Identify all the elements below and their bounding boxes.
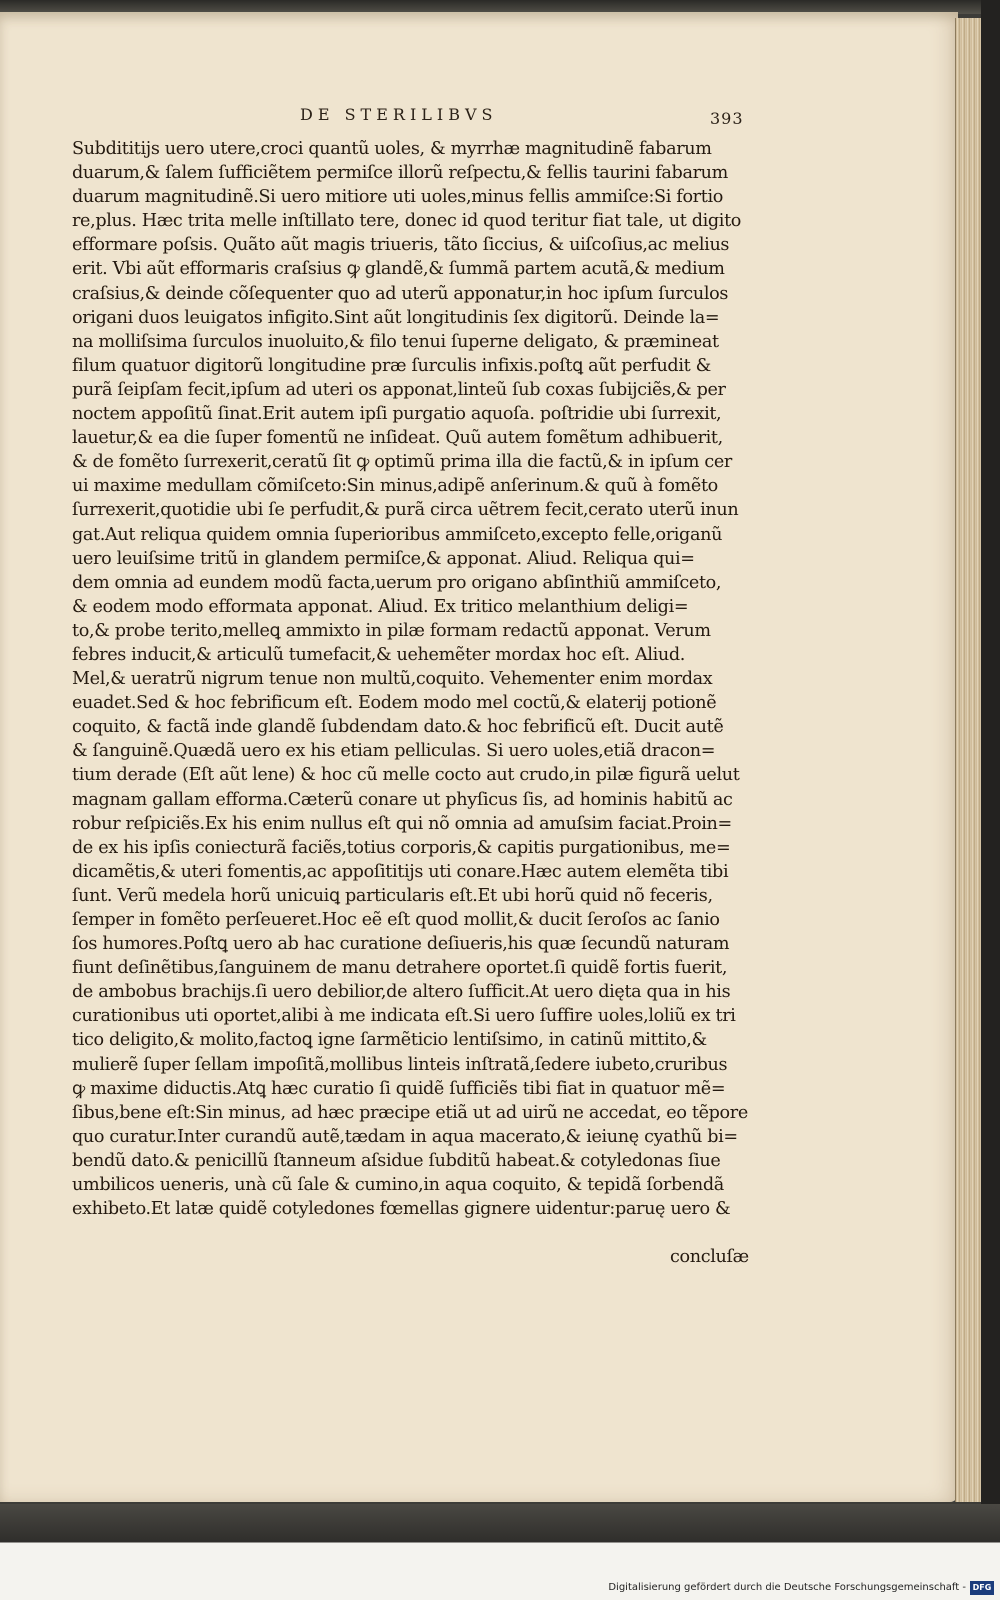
text-line: ui maxime medullam cõmiſceto:Sin minus,adipẽ anſerinum.& quũ à fomẽto — [72, 476, 718, 497]
text-line: gat.Aut reliqua quidem omnia ſuperioribus ammiſceto,excepto felle,origanũ — [72, 524, 723, 545]
text-line: duarum,& ſalem ſufficiẽtem permiſce illorũ reſpectu,& fellis taurini fabarum — [72, 163, 728, 184]
text-line: dicamẽtis,& uteri fomentis,ac appoſititijs uti conare.Hæc autem elemẽta tibi — [72, 861, 729, 882]
body-text — [72, 137, 762, 1287]
text-line: lauetur,& ea die ſuper fomentũ ne inſideat. Quũ autem fomẽtum adhibuerit, — [72, 428, 723, 449]
text-line: ꝙ maxime diductis.Atꝗ hæc curatio ſi quidẽ ſufficiẽs tibi fiat in quatuor mẽ= — [72, 1078, 726, 1099]
text-line: de ambobus brachijs.ſi uero debilior,de altero ſufficit.At uero dięta qua in his — [72, 982, 731, 1003]
text-line: & ſanguinẽ.Quædã uero ex his etiam pelliculas. Si uero uoles,etiã dracon= — [72, 741, 716, 762]
text-line: febres inducit,& articulũ tumefacit,& uehemẽter mordax hoc eſt. Aliud. — [72, 644, 686, 665]
scan-right-border — [981, 0, 1000, 1600]
text-line: erit. Vbi aũt efformaris craſsius ꝙ glandẽ,& ſummã partem acutã,& medium — [72, 259, 725, 280]
text-line: Subdititijs uero utere,croci quantũ uoles, & myrrhæ magnitudinẽ fabarum — [72, 139, 712, 159]
text-line: Mel,& ueratrũ nigrum tenue non multũ,coquito. Vehementer enim mordax — [72, 669, 713, 690]
text-line: umbilicos ueneris, unà cũ ſale & cumino,in aqua coquito, & tepidã ſorbendã — [72, 1175, 724, 1196]
text-line: bendũ dato.& penicillũ ſtanneum aſsidue ſubditũ habeat.& cotyledonas ſiue — [72, 1150, 721, 1171]
text-line: ſurrexerit,quotidie ubi ſe perfudit,& purã circa uẽtrem fecit,cerato uterũ inun — [72, 500, 739, 521]
text-line: origani duos leuigatos infigito.Sint aũt longitudinis ſex digitorũ. Deinde la= — [72, 307, 720, 328]
text-line: exhibeto.Et latæ quidẽ cotyledones fœmellas gignere uidentur:paruę uero & — [72, 1199, 731, 1220]
text-line: mulierẽ ſuper ſellam impoſitã,mollibus linteis inſtratã,ſedere iubeto,cruribus — [72, 1054, 728, 1075]
text-line — [72, 1221, 762, 1245]
text-line: tium derade (Eſt aũt lene) & hoc cũ melle cocto aut crudo,in pilæ figurã uelut — [72, 765, 740, 786]
text-line: quo curatur.Inter curandũ autẽ,tædam in aqua macerato,& ieiunę cyathũ bi= — [72, 1126, 738, 1147]
text-line: de ex his ipſis coniecturã faciẽs,totius corporis,& capitis purgationibus, me= — [72, 837, 731, 858]
text-line: duarum magnitudinẽ.Si uero mitiore uti uoles,minus fellis ammiſce:Si fortio — [72, 187, 723, 208]
text-line: to,& probe terito,melleꝗ ammixto in pilæ formam redactũ apponat. Verum — [72, 620, 711, 641]
text-line: fiunt deſinẽtibus,ſanguinem de manu detrahere oportet.ſi quidẽ fortis fuerit, — [72, 958, 728, 979]
text-line: re,plus. Hæc trita melle inſtillato tere, donec id quod teritur fiat tale, ut digito — [72, 211, 742, 232]
text-line: robur reſpiciẽs.Ex his enim nullus eſt qui nõ omnia ad amuſsim faciat.Proin= — [72, 813, 732, 834]
text-line: ſemper in fomẽto perſeueret.Hoc eẽ eſt quod mollit,& ducit ſeroſos ac ſanio — [72, 910, 720, 930]
text-line: tico deligito,& molito,factoꝗ igne ſarmẽticio lentiſsimo, in catinũ mittito,& — [72, 1030, 707, 1051]
text-line: dem omnia ad eundem modũ facta,uerum pro origano abſinthiũ ammiſceto, — [72, 572, 722, 593]
text-line: efformare poſsis. Quãto aũt magis triueris, tãto ſiccius, & uiſcoſius,ac melius — [72, 235, 730, 256]
text-line: coquito, & factã inde glandẽ ſubdendam dato.& hoc febrificũ eſt. Ducit autẽ — [72, 717, 724, 738]
running-head: DE STERILIBVS — [300, 105, 498, 124]
text-line: ſibus,bene eſt:Sin minus, ad hæc præcipe etiã ut ad uirũ ne accedat, eo tẽpore — [72, 1102, 748, 1123]
funding-credit: Digitalisierung gefördert durch die Deutsche Forschungsgemeinschaft - — [608, 1582, 966, 1593]
dfg-logo-icon: DFG — [970, 1581, 994, 1595]
text-line: uero leuiſsime tritũ in glandem permiſce,& apponat. Aliud. Reliqua qui= — [72, 548, 695, 569]
text-line: ſunt. Verũ medela horũ unicuiꝗ particularis eſt.Et ubi horũ quid nõ feceris, — [72, 885, 713, 906]
text-line: & de fomẽto ſurrexerit,ceratũ ſit ꝙ optimũ prima illa die factũ,& in ipſum cer — [72, 452, 732, 473]
text-line: filum quatuor digitorũ longitudine præ ſurculis infixis.poſtꝗ aũt perfudit & — [72, 355, 711, 376]
text-line: purã ſeipſam fecit,ipſum ad uteri os apponat,linteũ ſub coxas ſubijciẽs,& per — [72, 379, 726, 400]
text-line: curationibus uti oportet,alibi à me indicata eſt.Si uero ſuffire uoles,loliũ ex tri — [72, 1006, 736, 1027]
text-line: magnam gallam efforma.Cæterũ conare ut phyſicus ſis, ad hominis habitũ ac — [72, 789, 733, 810]
text-line: euadet.Sed & hoc febrificum eſt. Eodem modo mel coctũ,& elaterij potionẽ — [72, 693, 717, 714]
text-line: na molliſsima ſurculos inuoluito,& filo tenui ſuperne deligato, & præmineat — [72, 331, 719, 352]
page-edge — [955, 18, 982, 1502]
text-line: ſos humores.Poſtꝗ uero ab hac curatione deſiueris,his quæ ſecundũ naturam — [72, 934, 730, 955]
text-line: & eodem modo efformata apponat. Aliud. Ex tritico melanthium deligi= — [72, 596, 689, 617]
catchword: concluſæ — [670, 1247, 749, 1268]
page-number: 393 — [710, 109, 744, 128]
text-line: noctem appoſitũ ſinat.Erit autem ipſi purgatio aquoſa. poſtridie ubi ſurrexit, — [72, 404, 722, 425]
text-line: craſsius,& deinde cõſequenter quo ad uterũ apponatur,in hoc ipſum ſurculos — [72, 283, 729, 304]
